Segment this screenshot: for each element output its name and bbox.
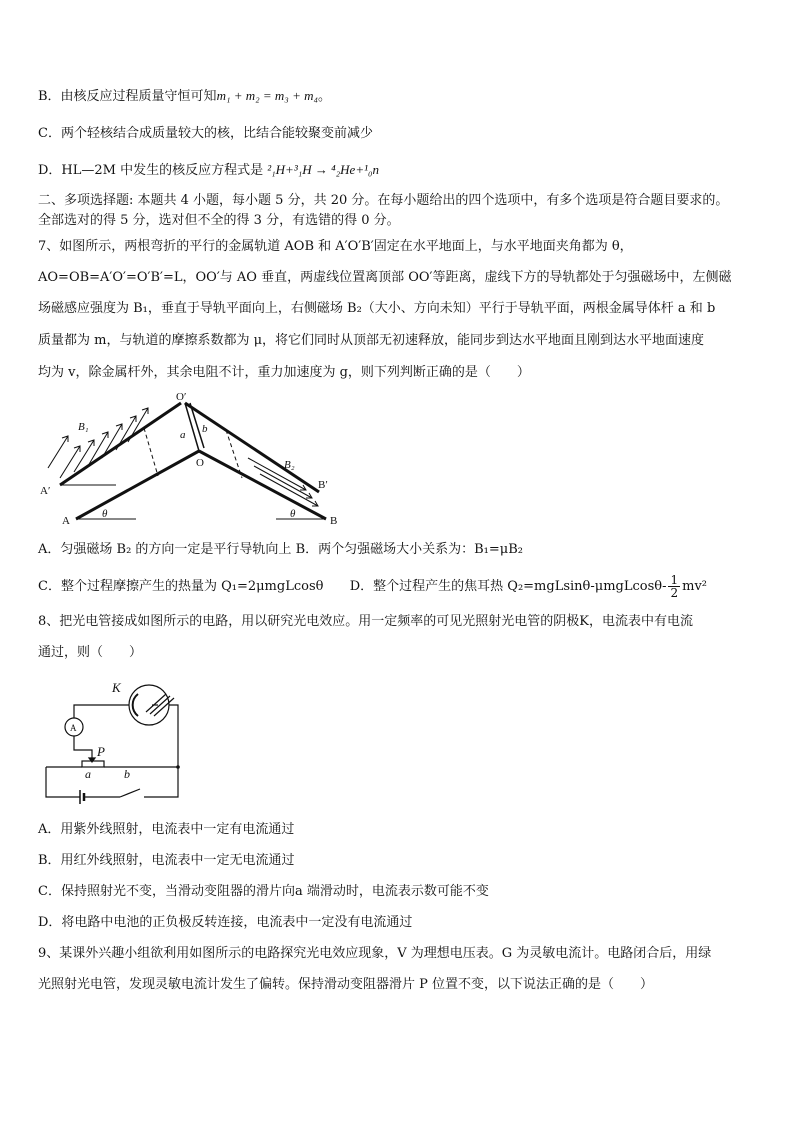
q7-rail-diagram [36,392,348,532]
label-rod-b: b [202,423,208,435]
q8-option-c: C．保持照射光不变，当滑动变阻器的滑片向a 端滑动时，电流表示数可能不变 [38,884,489,899]
label-theta-left: θ [102,508,108,520]
section2-line2: 全部选对的得 5 分，选对但不全的得 3 分，有选错的得 0 分。 [38,213,400,228]
b1-field-arrows [48,408,148,478]
label-a-prime: A′ [40,485,51,497]
q7-stem-line1: 7、如图所示，两根弯折的平行的金属轨道 AOB 和 A′O′B′固定在水平地面上，与水平地面夹角都为 θ， [38,239,633,254]
label-b1: B₁ [78,421,89,433]
q7-option-d: D．整个过程产生的焦耳热 Q₂=mgLsinθ-μmgLcosθ- $\frac{1}{2}$ mv² [349,573,708,600]
q7-stem-line3: 场磁感应强度为 B₁，垂直于导轨平面向上，右侧磁场 B₂（大小、方向未知）平行于导轨平面，两根金属导体杆 a 和 b [38,301,716,316]
q9-stem-line2: 光照射光电管，发现灵敏电流计发生了偏转。保持滑动变阻器滑片 P 位置不变，以下说法正确的是（ ） [38,977,654,992]
q8-circuit-diagram [40,672,190,806]
q9-stem-line1: 9、某课外兴趣小组欲利用如图所示的电路探究光电效应现象，V 为理想电压表。G 为灵敏电流计。电路闭合后，用绿 [38,946,712,961]
label-o-prime: O′ [176,392,187,403]
q7-stem-line4: 质量都为 m，与轨道的摩擦系数都为 μ，将它们同时从顶部无初速释放，能同步到达水平地面且刚到达水平地面速度 [38,333,705,348]
switch [120,789,140,797]
label-a-end: a [85,767,91,781]
wire-bottom-left [46,767,80,797]
q7-option-cd [38,574,707,599]
q7-option-a: A．匀强磁场 B₂ 的方向一定是平行导轨向上 [38,542,292,557]
q7-option-b: B．两个匀强磁场大小关系为：B₁=μB₂ [295,542,523,557]
label-k: K [112,680,121,695]
q7-stem-line2: AO=OB=A′O′=O′B′=L，OO′与 AO 垂直，两虚线位置离顶部 OO′等距离，虚线下方的导轨都处于匀强磁场中，左侧磁 [38,270,732,285]
wire-ammeter-slider [74,736,92,758]
label-b-prime: B′ [318,479,328,491]
q6-option-d-formula: ²₁H+³₁H → ⁴₂He+¹₀n [267,162,380,177]
q7-stem-line5: 均为 v，除金属杆外，其余电阻不计，重力加速度为 g，则下列判断正确的是（ ） [38,365,530,380]
label-ammeter-a: A [70,723,77,733]
q8-stem-line2: 通过，则（ ） [38,645,143,660]
q6-option-b-formula: m₁ + m₂ = m₃ + m₄ [216,88,319,103]
cathode-k [133,694,138,716]
junction-dot [176,765,180,769]
q8-option-a: A．用紫外线照射，电流表中一定有电流通过 [38,822,295,837]
left-dashed-boundary [144,428,158,476]
q6-option-c: C．两个轻核结合成质量较大的核，比结合能较聚变前减少 [38,126,373,141]
q6-option-b: B．由核反应过程质量守恒可知m₁ + m₂ = m₃ + m₄。 [38,88,332,104]
q7-option-c: C．整个过程摩擦产生的热量为 Q₁=2μmgLcosθ [38,579,324,594]
q6-option-d: D．HL—2M 中发生的核反应方程式是 ²₁H+³₁H → ⁴₂He+¹₀n [38,162,380,178]
wire-top-left [74,705,129,718]
q7-option-d-fraction: $\frac{1}{2}$ [670,573,679,600]
phototube [129,685,169,725]
q7-option-ab [38,541,523,559]
label-theta-right: θ [290,508,296,520]
label-p: P [97,744,105,759]
q8-stem-line1: 8、把光电管接成如图所示的电路，用以研究光电效应。用一定频率的可见光照射光电管的阴极K，电流表中有电流 [38,614,693,629]
q8-option-d: D．将电路中电池的正负极反转连接，电流表中一定没有电流通过 [38,915,413,930]
label-b: B [330,515,338,527]
label-a: A [62,515,70,527]
label-o: O [196,457,204,469]
q8-option-b: B．用红外线照射，电流表中一定无电流通过 [38,853,295,868]
label-rod-a: a [180,429,186,441]
section2-line1: 二、多项选择题: 本题共 4 小题，每小题 5 分，共 20 分。在每小题给出的四个选项中，有多个选项是符合题目要求的。 [38,193,729,208]
rail-a-prime-o-prime [60,403,181,485]
label-b-end: b [124,767,130,781]
wire-top-right [169,705,178,767]
wire-switch-right [144,767,178,797]
label-b2: B₂ [284,459,295,471]
